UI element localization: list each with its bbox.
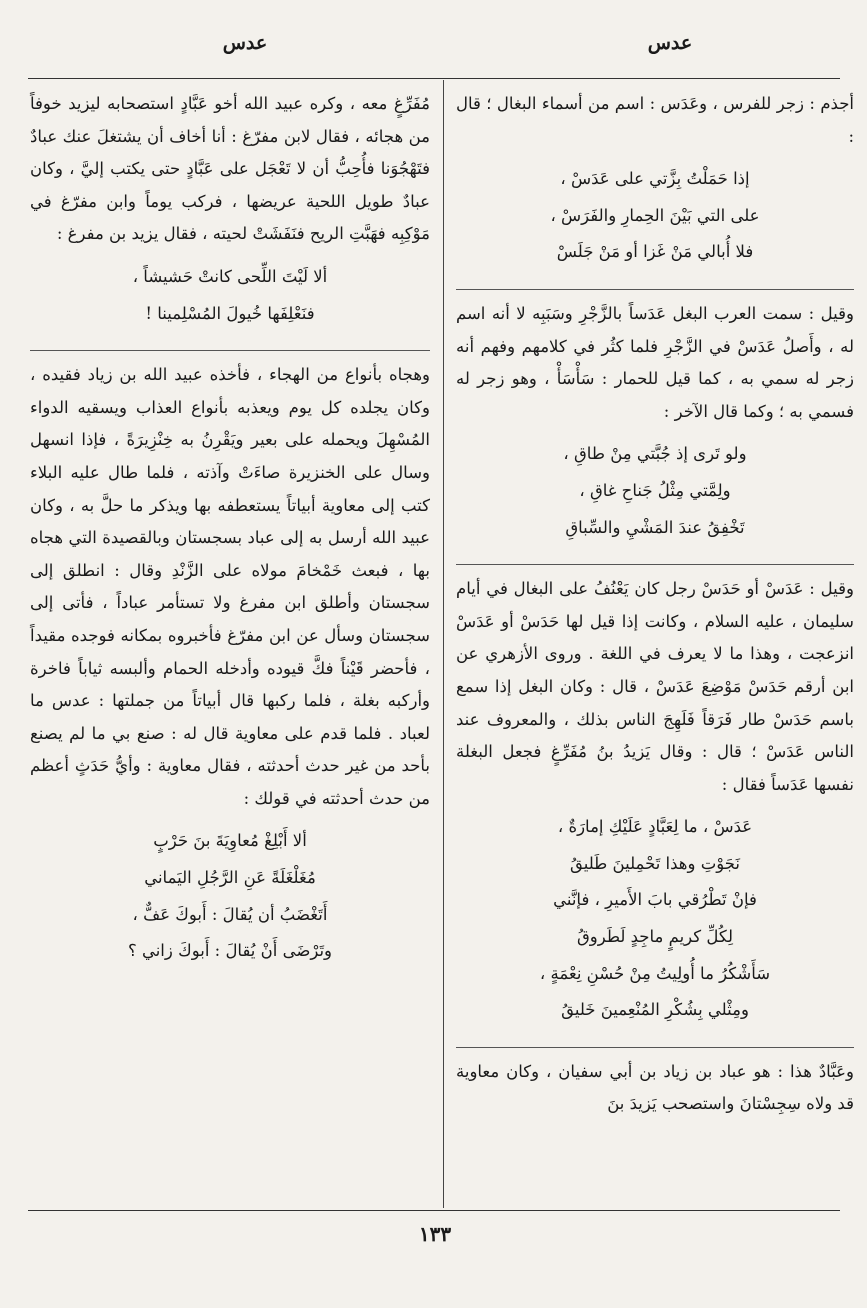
verse-line: ولِمَّتي مِثْلُ جَناحِ غاقِ ، [579, 480, 731, 500]
verse-block [30, 255, 430, 344]
running-header-left: عدس [222, 32, 268, 54]
verse-line: على التي بَيْنَ الحِمارِ والفَرَسْ ، [550, 205, 760, 225]
paragraph: وقيل : عَدَسْ أو حَدَسْ رجل كان يَعْنُفُ على البغال في أيام سليمان ، عليه السلام ، وكانت إذا قيل لها حَدَسْ أو عَدَسْ انزعجت ، وهذا ما لا يعرف في اللغة . وروى الأزهري عن ابن أرقم حَدَسْ مَوْضِعَ عَدَسْ ، قال : وكان البغل إذا سمع باسم حَدَسْ طار فَرَقاً فَلَهِجَ الناس بذلك ، والمعروف عند الناس عَدَسْ ؛ قال : وقال يَزيدُ بنُ مُفَرِّغٍ فجعل البغلة نفسها عَدَساً فقال : [456, 579, 854, 794]
footer-rule [28, 1210, 840, 1211]
verse-line: إذا حَمَلْتُ بِزَّتي على عَدَسْ ، [560, 169, 750, 189]
verse-line: نَجَوْتِ وهذا تَحْمِلينَ طَليقُ [569, 853, 741, 873]
paragraph: وعَبَّادٌ هذا : هو عباد بن زياد بن أبي سفيان ، وكان معاوية قد ولاه سِجِسْتانَ واستصحب يَزيدَ بنَ [456, 1061, 854, 1114]
verse-line: أَتَغْضَبُ أن يُقالَ : أَبوكَ عَفٌّ ، [132, 904, 328, 924]
verse-line: مُغَلْغَلَةً عَنِ الرَّجُلِ اليَماني [144, 868, 316, 888]
verse-line: لِكُلِّ كريمٍ ماجِدٍ لَطَروقُ [576, 927, 734, 947]
paragraph: وهجاه بأنواع من الهجاء ، فأخذه عبيد الله بن زياد فقيده ، وكان يجلده كل يوم ويعذبه بأنواع العذاب ويسقيه الدواء المُسْهِلَ ويحمله على بعير ويَقْرِنُ به خِنْزِيرَةً ، فإذا انسهل وسال على الخنزيرة صاءَتْ وآذته ، فلما طال عليه البلاء كتب إلى معاوية أبياتاً يستعطفه بها ويذكر ما حلَّ به ، وكان عبيد الله أرسل به إلى عباد بسجستان وبالقصيدة التي هجاه بها ، فبعث خَمْخامَ مولاه على الزَّنْدِ وقال : انطلق إلى سجستان وأطلق ابن مفرغ ولا تستأمر عباداً ، فأتى إلى سجستان وسأل عن ابن مفرّغ فأخبروه بمكانه فوجده مقيداً ، فأحضر قَيْناً فكَّ قيوده وأدخله الحمام وألبسه ثياباً فاخرة وأركبه بغلة ، فلما ركبها قال أبياتاً من جملتها : عدس ما لعباد . فلما قدم على معاوية قال له : صنع بي ما لم يصنع بأحد من غير حدث أحدثته ، فقال معاوية : وأيُّ حَدَثٍ أعظم من حدث أحدثته في قولك : [30, 365, 430, 808]
verse-line: ولو تَرى إذ جُبَّتي مِنْ طاقِ ، [563, 444, 747, 464]
verse-block [456, 432, 854, 558]
verse-line: فإنْ تَطْرُقي بابَ الأَميرِ ، فإنَّني [553, 890, 757, 910]
page-number: ١٣٣ [418, 1222, 452, 1246]
verse-line: تَخْفِقُ عندَ المَشْيِ والسِّباقِ [565, 517, 745, 537]
section-rule [456, 289, 854, 290]
verse-block [456, 805, 854, 1041]
verse-line: فلا أُبالي مَنْ غَزا أو مَنْ جَلَسْ [556, 242, 754, 262]
running-header-right: عدس [647, 32, 693, 54]
paragraph: مُفَرِّغٍ معه ، وكره عبيد الله أخو عَبَّادٍ استصحابه ليزيد خوفاً من هجائه ، فقال لابن مفرّغ : أنا أخاف أن يشتغلَ عنك عبادٌ فتَهْجُوَنا فأُحِبُّ أن لا تَعْجَل على عَبَّادٍ حتى يكتب إليَّ ، وكان عبادٌ طويل اللحية عريضها ، فركب يوماً وابن مفرّغ في مَوْكِبِه فهَبَّتِ الريح فنَفَشَتْ لحيته ، فقال يزيد بن مفرغ : [30, 94, 430, 244]
paragraph: أجذم : زجر للفرس ، وعَدَس : اسم من أسماء البغال ؛ قال : [456, 94, 854, 146]
verse-line: عَدَسْ ، ما لِعَبَّادٍ عَلَيْكِ إمارَةٌ ، [557, 817, 753, 837]
paragraph: وقيل : سمت العرب البغل عَدَساً بالزَّجْرِ وسَبَبِه لا أنه اسم له ، وأَصلُ عَدَسْ في الزَّجْرِ فلما كثُر في كلامهم وفهم أنه زجر له سمي به ، كما قيل للحمار : سَأْسَأْ ، وهو زجر له فسمي به ؛ وكما قال الآخر : [456, 303, 854, 421]
header-rule [28, 78, 840, 79]
section-rule [456, 1047, 854, 1048]
right-column [456, 88, 854, 1125]
verse-line: فنَعْلِفَها خُيولَ المُسْلِمينا ! [145, 303, 315, 323]
verse-block [456, 157, 854, 283]
left-column [30, 88, 430, 982]
verse-line: ألا لَيْتَ اللِّحى كانتْ حَشيشاً ، [132, 266, 328, 286]
verse-line: سَأَشْكُرُ ما أُولِيتُ مِنْ حُسْنِ نِعْمَةٍ ، [539, 963, 771, 983]
verse-block [30, 819, 430, 981]
verse-line: ومِثْلي بِشُكْرِ المُنْعِمينَ خَليقُ [561, 1000, 749, 1020]
verse-line: ألا أَبْلِغْ مُعاوِيَةَ بنَ حَرْبٍ [153, 831, 307, 851]
section-rule [456, 564, 854, 565]
section-rule [30, 350, 430, 351]
column-divider [443, 80, 444, 1208]
verse-line: وتَرْضَى أَنْ يُقالَ : أَبوكَ زاني ؟ [127, 941, 333, 961]
